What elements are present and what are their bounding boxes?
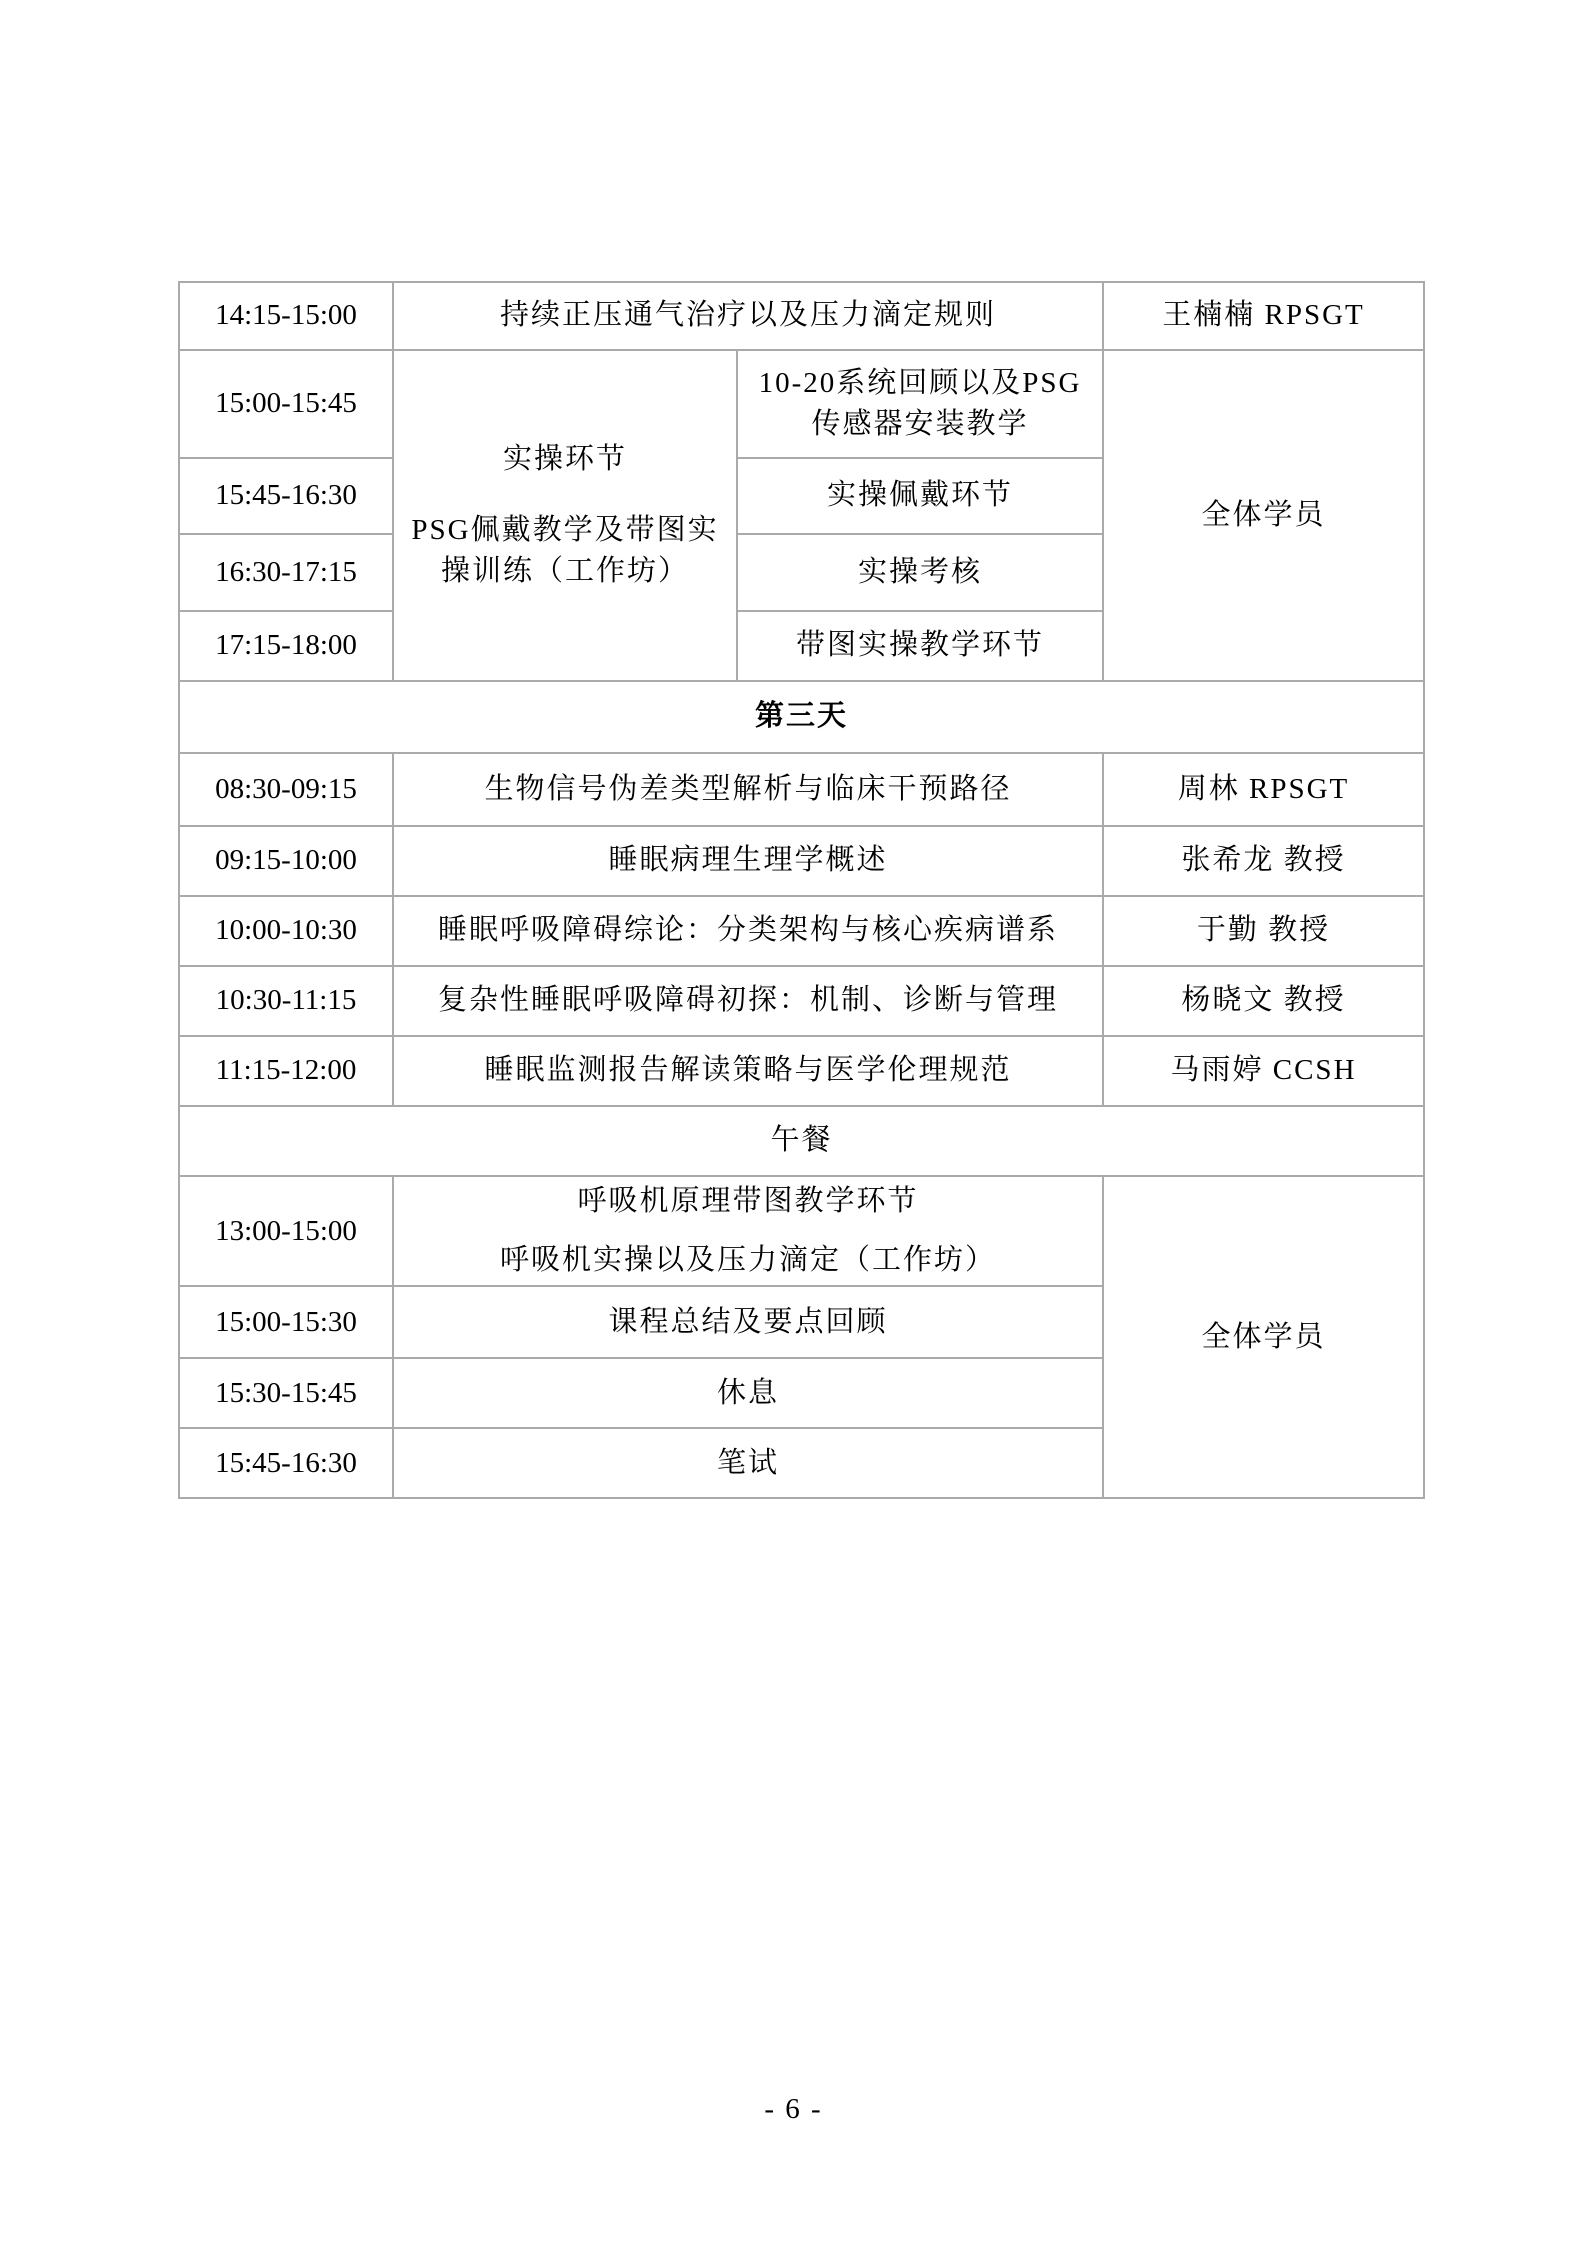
- practice-subtitle: PSG佩戴教学及带图实操训练（工作坊）: [411, 513, 719, 588]
- course-schedule-table: [178, 281, 1425, 1499]
- content-cell: 持续正压通气治疗以及压力滴定规则: [393, 282, 1103, 350]
- page-number: - 6 -: [764, 2093, 823, 2125]
- practice-title: 实操环节: [502, 442, 627, 475]
- table-row: [179, 826, 1424, 896]
- time-cell: 15:45-16:30: [179, 1428, 393, 1498]
- table-row: [179, 1106, 1424, 1176]
- content-cell: 生物信号伪差类型解析与临床干预路径: [393, 753, 1103, 826]
- speaker-cell: 马雨婷 CCSH: [1103, 1036, 1424, 1106]
- speaker-cell: 全体学员: [1103, 1176, 1424, 1498]
- time-cell: 15:45-16:30: [179, 458, 393, 534]
- content-cell: 休息: [393, 1358, 1103, 1428]
- table-row: [179, 753, 1424, 826]
- time-cell: 14:15-15:00: [179, 282, 393, 350]
- day3-header-cell: 第三天: [179, 681, 1424, 753]
- content-cell: 实操佩戴环节: [737, 458, 1103, 534]
- content-cell: 10-20系统回顾以及PSG传感器安装教学: [737, 350, 1103, 458]
- lunch-cell: 午餐: [179, 1106, 1424, 1176]
- table-row: [179, 282, 1424, 350]
- table-row: [179, 966, 1424, 1036]
- content-cell: 复杂性睡眠呼吸障碍初探：机制、诊断与管理: [393, 966, 1103, 1036]
- content-cell: 睡眠呼吸障碍综论：分类架构与核心疾病谱系: [393, 896, 1103, 966]
- speaker-cell: 全体学员: [1103, 350, 1424, 681]
- time-cell: 17:15-18:00: [179, 611, 393, 681]
- time-cell: 16:30-17:15: [179, 534, 393, 611]
- table-row: [179, 1036, 1424, 1106]
- merged-practice-cell: [393, 350, 737, 681]
- time-cell: 10:00-10:30: [179, 896, 393, 966]
- speaker-cell: 于勤 教授: [1103, 896, 1424, 966]
- speaker-cell: 王楠楠 RPSGT: [1103, 282, 1424, 350]
- ventilator-line1: 呼吸机原理带图教学环节: [577, 1185, 919, 1217]
- content-cell: 带图实操教学环节: [737, 611, 1103, 681]
- time-cell: 15:00-15:30: [179, 1286, 393, 1358]
- content-cell: 睡眠监测报告解读策略与医学伦理规范: [393, 1036, 1103, 1106]
- ventilator-line2: 呼吸机实操以及压力滴定（工作坊）: [500, 1244, 997, 1277]
- content-cell: 实操考核: [737, 534, 1103, 611]
- table-row: [179, 1176, 1424, 1286]
- content-cell: 睡眠病理生理学概述: [393, 826, 1103, 896]
- time-cell: 15:00-15:45: [179, 350, 393, 458]
- speaker-cell: 杨晓文 教授: [1103, 966, 1424, 1036]
- time-cell: 15:30-15:45: [179, 1358, 393, 1428]
- speaker-cell: 周林 RPSGT: [1103, 753, 1424, 826]
- content-cell: 笔试: [393, 1428, 1103, 1498]
- content-cell: 课程总结及要点回顾: [393, 1286, 1103, 1358]
- time-cell: 09:15-10:00: [179, 826, 393, 896]
- time-cell: 11:15-12:00: [179, 1036, 393, 1106]
- content-cell: [393, 1176, 1103, 1286]
- speaker-cell: 张希龙 教授: [1103, 826, 1424, 896]
- table-row: [179, 350, 1424, 458]
- time-cell: 08:30-09:15: [179, 753, 393, 826]
- time-cell: 10:30-11:15: [179, 966, 393, 1036]
- time-cell: 13:00-15:00: [179, 1176, 393, 1286]
- table-row: [179, 681, 1424, 753]
- table-row: [179, 896, 1424, 966]
